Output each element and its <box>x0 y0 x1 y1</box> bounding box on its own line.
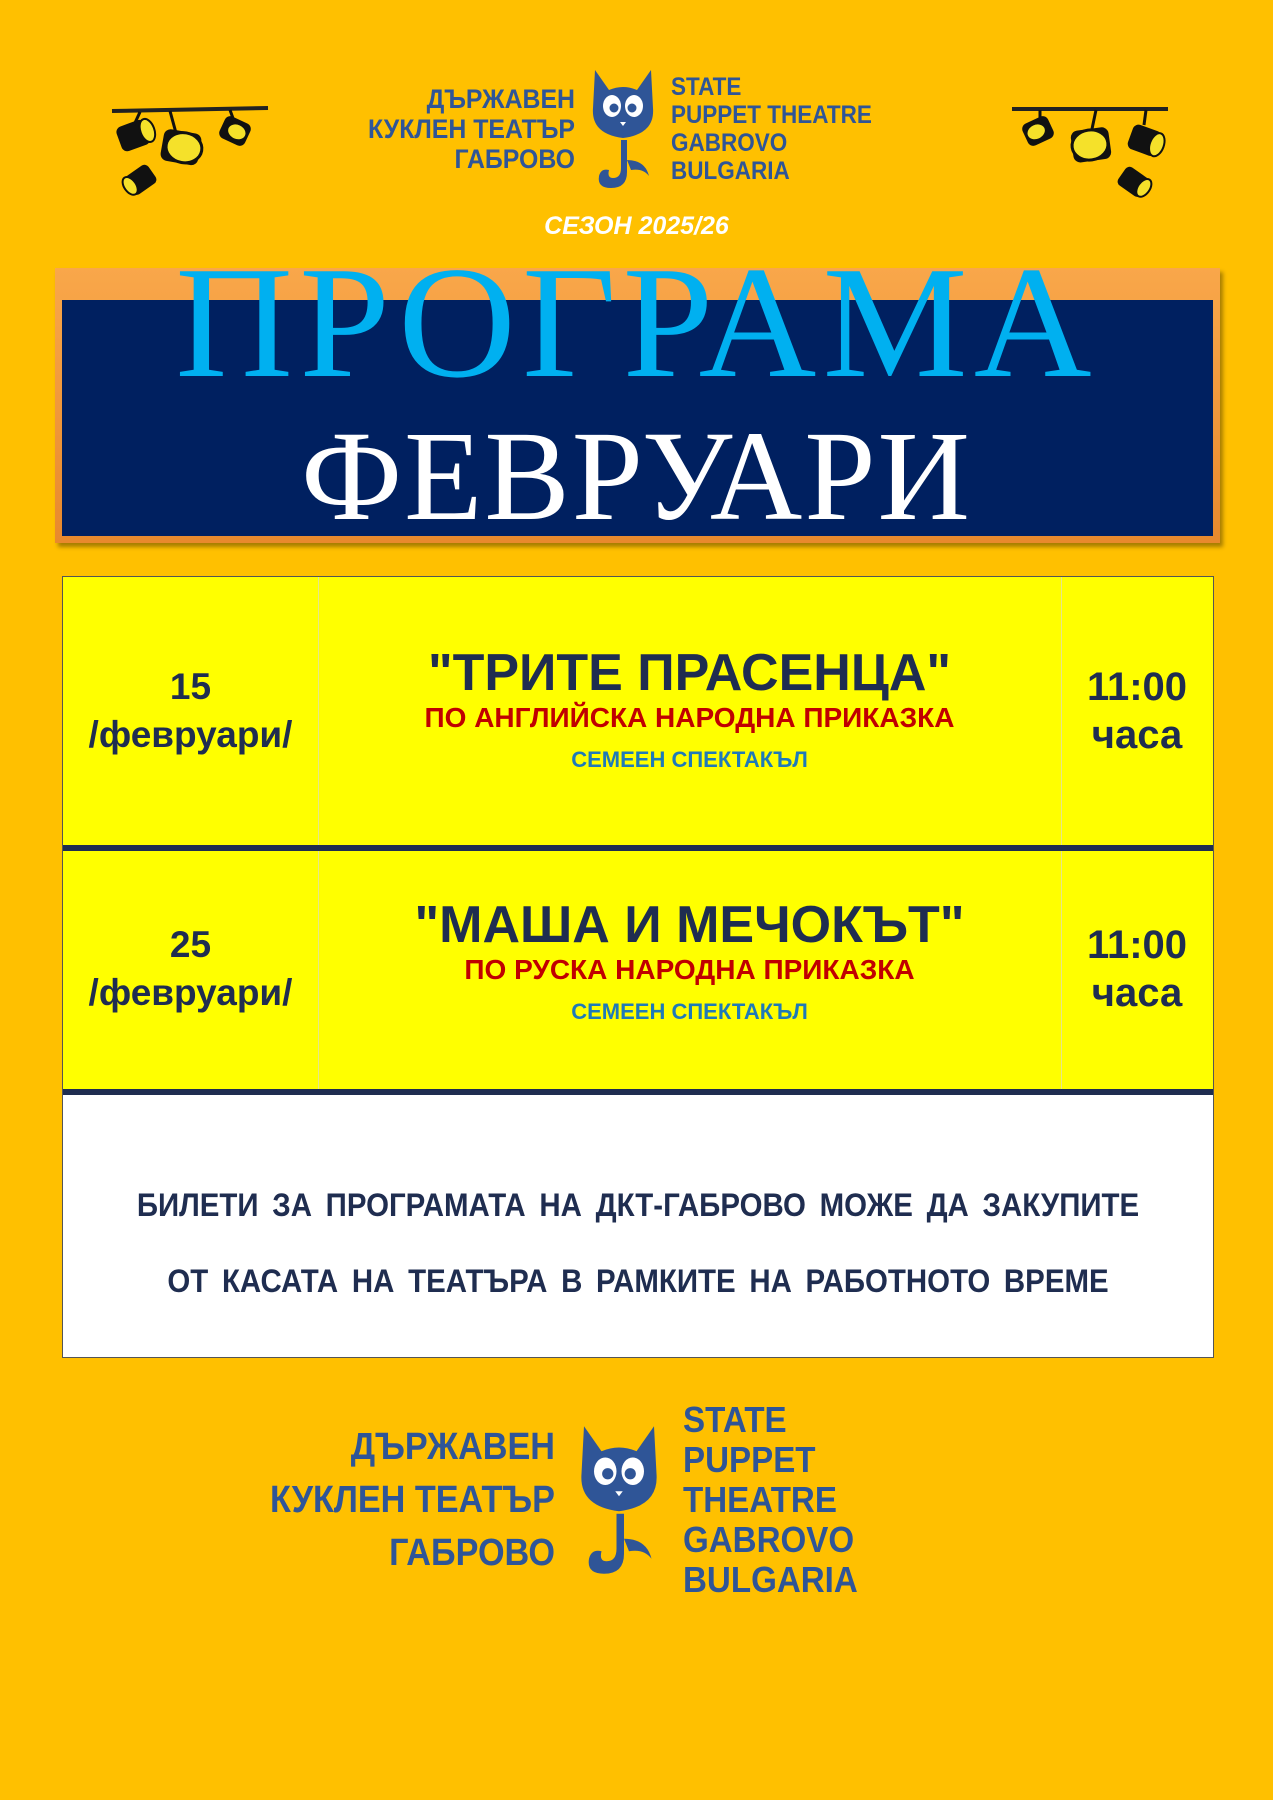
banner-title: ПРОГРАМА <box>175 233 1098 411</box>
logo-text-bg <box>263 1421 556 1580</box>
performance-title: "ТРИТЕ ПРАСЕНЦА" <box>427 644 952 702</box>
date-month: /февруари/ <box>88 714 293 755</box>
performance-date <box>63 921 318 1017</box>
date-day: 15 <box>169 666 212 707</box>
logo-bg-line: ДЪРЖАВЕН <box>426 84 575 114</box>
logo-text-bg <box>322 84 575 174</box>
notice-line: БИЛЕТИ ЗА ПРОГРАМАТА НА ДКТ-ГАБРОВО МОЖЕ ДА ЗАКУПИТЕ <box>136 1187 1140 1223</box>
season-label: СЕЗОН 2025/26 <box>544 212 729 240</box>
performance-kind: СЕМЕЕН СПЕКТАКЪЛ <box>571 747 808 772</box>
logo-en-line: PUPPET THEATRE <box>671 101 872 129</box>
logo-en-line: STATE <box>671 73 742 101</box>
header-logo <box>300 64 920 194</box>
table-row <box>63 577 1213 845</box>
stage-spotlights-icon <box>1010 105 1170 200</box>
time-unit: часа <box>1091 713 1183 757</box>
performance-date <box>63 663 318 759</box>
table-row <box>63 851 1213 1089</box>
date-month: /февруари/ <box>88 972 293 1013</box>
logo-en-line: PUPPET THEATRE <box>683 1439 837 1520</box>
performance-kind: СЕМЕЕН СПЕКТАКЪЛ <box>571 999 808 1024</box>
banner-month: ФЕВРУАРИ <box>301 405 972 547</box>
logo-en-line: GABROVO <box>683 1519 855 1560</box>
logo-text-en <box>683 1400 977 1600</box>
performance-title: "МАША И МЕЧОКЪТ" <box>414 896 965 954</box>
logo-text-en <box>671 73 887 185</box>
performance-info <box>318 897 1061 1027</box>
logo-en-line: STATE <box>683 1399 787 1440</box>
performance-time <box>1061 663 1213 759</box>
performance-info <box>318 645 1061 775</box>
footer-logo <box>230 1400 1030 1600</box>
logo-bg-line: ГАБРОВО <box>389 1531 555 1574</box>
performance-subtitle: ПО АНГЛИЙСКА НАРОДНА ПРИКАЗКА <box>424 702 955 733</box>
time-unit: часа <box>1091 971 1183 1015</box>
time-value: 11:00 <box>1086 665 1188 709</box>
cat-puppet-mascot-icon <box>569 1410 669 1590</box>
performance-subtitle: ПО РУСКА НАРОДНА ПРИКАЗКА <box>464 954 915 985</box>
logo-bg-line: ДЪРЖАВЕН <box>350 1425 555 1468</box>
ticket-notice <box>63 1095 1213 1357</box>
stage-spotlights-icon <box>110 105 270 200</box>
notice-line: ОТ КАСАТА НА ТЕАТЪРА В РАМКИТЕ НА РАБОТНОТО ВРЕМЕ <box>167 1263 1109 1299</box>
logo-bg-line: ГАБРОВО <box>454 144 575 174</box>
logo-en-line: BULGARIA <box>671 157 790 185</box>
logo-en-line: GABROVO <box>671 129 788 157</box>
schedule-table <box>62 576 1214 1358</box>
performance-time <box>1061 921 1213 1017</box>
logo-bg-line: КУКЛЕН ТЕАТЪР <box>367 114 575 144</box>
time-value: 11:00 <box>1086 923 1188 967</box>
date-day: 25 <box>169 924 212 965</box>
logo-bg-line: КУКЛЕН ТЕАТЪР <box>269 1478 555 1521</box>
logo-en-line: BULGARIA <box>683 1559 858 1600</box>
cat-puppet-mascot-icon <box>583 64 663 194</box>
